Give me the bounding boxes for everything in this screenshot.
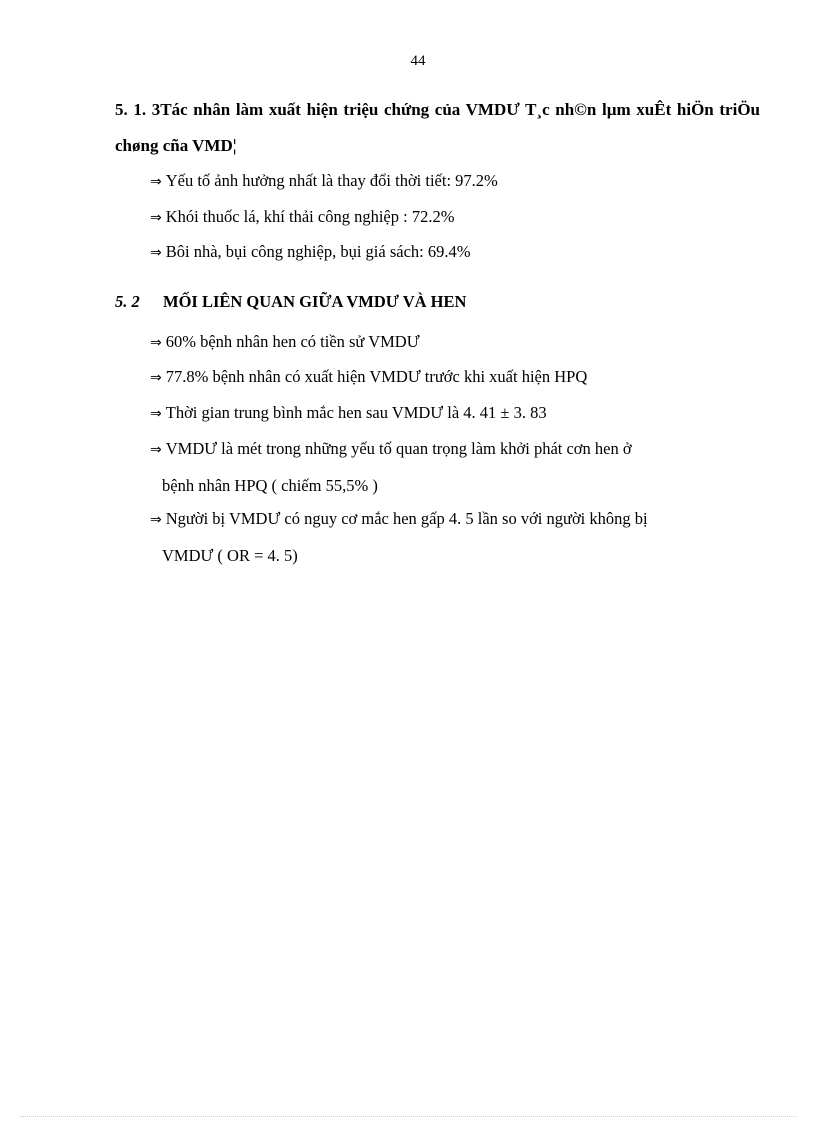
list-item-text: 77.8% bệnh nhân có xuất hiện VMDƯ trước khi xuất hiện HPQ xyxy=(165,367,588,386)
list-item-text: Thời gian trung bình mắc hen sau VMDƯ là 4. 41 ± 3. 83 xyxy=(165,403,547,422)
section-5-1-3-heading: 5. 1. 3Tác nhân làm xuất hiện triệu chứng của VMDƯ T¸c nh©n lµm xuÊt hiÖn triÖu chøng cña VMD¦ xyxy=(115,100,760,155)
section-5-2-heading xyxy=(115,284,760,320)
implies-arrow-icon: ⇒ xyxy=(150,245,162,261)
section-title: MỐI LIÊN QUAN GIỮA VMDƯ VÀ HEN xyxy=(163,292,467,311)
list-item-text: Khói thuốc lá, khí thải công nghiệp : 72.2% xyxy=(165,207,455,226)
list-item xyxy=(150,395,756,432)
page-bottom-divider xyxy=(20,1116,796,1117)
list-item xyxy=(150,199,756,236)
list-item xyxy=(150,234,756,271)
list-item xyxy=(150,324,756,361)
list-item xyxy=(150,501,756,573)
list-item-continuation: bệnh nhân HPQ ( chiếm 55,5% ) xyxy=(162,476,378,495)
implies-arrow-icon: ⇒ xyxy=(150,174,162,190)
section-number: 5. 2 xyxy=(115,292,140,311)
list-item xyxy=(150,431,756,503)
list-item-continuation: VMDƯ ( OR = 4. 5) xyxy=(162,546,298,565)
list-item xyxy=(150,163,756,200)
implies-arrow-icon: ⇒ xyxy=(150,442,162,458)
list-item-text: Người bị VMDƯ có nguy cơ mắc hen gấp 4. 5 lần so với người không bị xyxy=(165,509,648,528)
implies-arrow-icon: ⇒ xyxy=(150,370,162,386)
implies-arrow-icon: ⇒ xyxy=(150,406,162,422)
list-item-text: Bôi nhà, bụi công nghiệp, bụi giá sách: 69.4% xyxy=(165,242,471,261)
implies-arrow-icon: ⇒ xyxy=(150,210,162,226)
implies-arrow-icon: ⇒ xyxy=(150,512,162,528)
list-item-text: 60% bệnh nhân hen có tiền sử VMDƯ xyxy=(165,332,420,351)
implies-arrow-icon: ⇒ xyxy=(150,335,162,351)
page-number: 44 xyxy=(410,53,426,69)
list-item xyxy=(150,359,756,396)
list-item-text: VMDƯ là mét trong những yếu tố quan trọng làm khởi phát cơn hen ở xyxy=(165,439,632,458)
list-item-text: Yếu tố ảnh hưởng nhất là thay đổi thời tiết: 97.2% xyxy=(165,171,498,190)
